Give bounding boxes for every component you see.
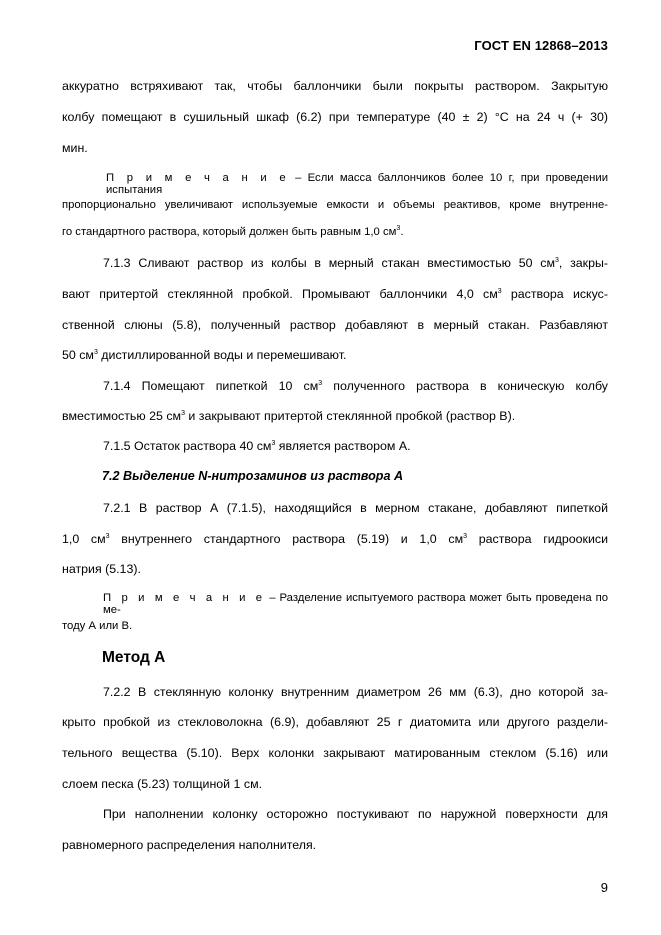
paragraph-line: аккуратно встряхивают так, чтобы баллончики были покрыты раствором. Закрытую: [62, 79, 608, 93]
paragraph-line: равномерного распределения наполнителя.: [62, 838, 317, 852]
page-number: 9: [600, 880, 608, 895]
superscript: 3: [463, 533, 467, 540]
note-text: го стандартного раствора, который должен быть равным 1,0 см: [62, 226, 397, 238]
note-line: [106, 172, 608, 196]
paragraph-line: [62, 532, 608, 546]
paragraph-line: слоем песка (5.23) толщиной 1 см.: [62, 777, 263, 791]
paragraph-line: колбу помещают в сушильный шкаф (6.2) при температуре (40 ± 2) °С на 24 ч (+ 30): [62, 110, 608, 124]
note-text: – Если масса баллончиков более 10 г, при проведении испытания: [106, 172, 609, 196]
text: 50 см: [62, 348, 94, 362]
superscript: 3: [554, 257, 559, 264]
text: дистиллированной воды и перемешивают.: [97, 348, 347, 362]
text: раствора гидроокиси: [467, 532, 608, 546]
superscript: 3: [181, 410, 185, 417]
paragraph-line: [62, 348, 608, 362]
text: внутреннего стандартного раствора (5.19) и 1,0 см: [109, 532, 464, 546]
paragraph-line: [103, 256, 608, 270]
superscript: 3: [271, 440, 276, 447]
text: , закры-: [558, 256, 608, 270]
text: полученного раствора в коническую колбу: [322, 379, 608, 393]
text: 1,0 см: [62, 532, 106, 546]
method-heading: Метод А: [102, 649, 166, 666]
paragraph-line: 7.2.1 В раствор А (7.1.5), находящийся в мерном стакане, добавляют пипеткой: [103, 501, 608, 515]
section-heading: 7.2 Выделение N-нитрозаминов из раствора А: [102, 469, 404, 483]
note-label: П р и м е ч а н и е: [103, 592, 266, 604]
paragraph-line: ственной слюны (5.8), полученный раствор добавляют в мерный стакан. Разбавляют: [62, 318, 608, 332]
note-line: пропорционально увеличивают используемые емкости и объемы реактивов, кроме внутренне-: [62, 199, 608, 211]
text: является раствором А.: [275, 439, 411, 453]
text: и закрывают притертой стеклянной пробкой (раствор В).: [184, 409, 516, 423]
text: вают притертой стеклянной пробкой. Промывают баллончики 4,0 см: [62, 287, 498, 301]
paragraph-line: 7.2.2 В стеклянную колонку внутренним диаметром 26 мм (6.3), дно которой за-: [103, 685, 608, 699]
paragraph-line: При наполнении колонку осторожно постукивают по наружной поверхности для: [103, 807, 608, 821]
paragraph-line: [62, 287, 608, 301]
note-text: .: [400, 226, 404, 238]
text: 7.1.5 Остаток раствора 40 см: [103, 439, 272, 453]
note-line: [62, 226, 608, 238]
paragraph-line: мин.: [62, 141, 88, 155]
superscript: 3: [105, 533, 110, 540]
paragraph-line: [103, 439, 608, 453]
superscript: 3: [396, 225, 401, 232]
note-line: тоду А или В.: [62, 620, 133, 632]
superscript: 3: [318, 380, 323, 387]
text: 7.1.4 Помещают пипеткой 10 см: [103, 379, 319, 393]
note-label: П р и м е ч а н и е: [106, 172, 289, 184]
note-text: – Разделение испытуемого раствора может быть проведена по ме-: [103, 592, 609, 616]
superscript: 3: [497, 288, 502, 295]
note-line: [103, 592, 608, 616]
paragraph-line: тельного вещества (5.10). Верх колонки закрывают матированным стеклом (5.16) или: [62, 746, 608, 760]
paragraph-line: крыто пробкой из стекловолокна (6.9), добавляют 25 г диатомита или другого раздели-: [62, 715, 608, 729]
standard-header: ГОСТ EN 12868–2013: [474, 38, 608, 53]
text: 7.1.3 Сливают раствор из колбы в мерный стакан вместимостью 50 см: [103, 256, 555, 270]
paragraph-line: натрия (5.13).: [62, 562, 141, 576]
text: вместимостью 25 см: [62, 409, 182, 423]
superscript: 3: [93, 349, 98, 356]
paragraph-line: [62, 409, 608, 423]
paragraph-line: [103, 379, 608, 393]
text: раствора искус-: [501, 287, 608, 301]
